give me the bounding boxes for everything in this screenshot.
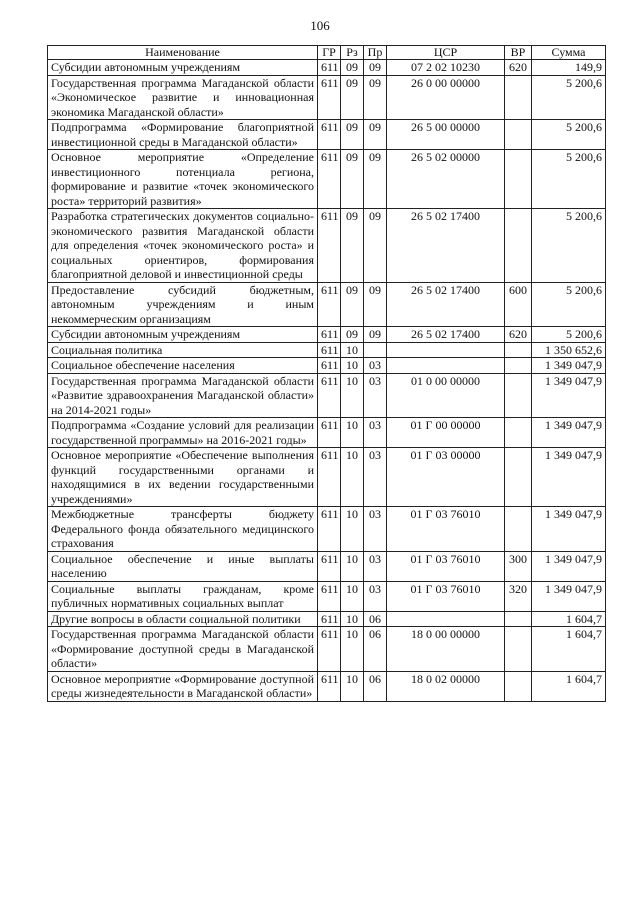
cell-vr: 620 <box>505 327 532 343</box>
cell-rz: 10 <box>341 373 364 418</box>
table-row <box>48 282 606 327</box>
cell-gr: 611 <box>318 671 341 701</box>
cell-vr <box>505 507 532 552</box>
cell-vr <box>505 373 532 418</box>
cell-vr <box>505 418 532 448</box>
cell-csr: 01 0 00 00000 <box>387 373 505 418</box>
header-row <box>48 46 606 60</box>
cell-pr: 03 <box>364 581 387 611</box>
cell-name: Социальная политика <box>48 342 318 358</box>
cell-csr: 26 5 02 17400 <box>387 209 505 283</box>
cell-csr: 18 0 00 00000 <box>387 627 505 672</box>
cell-gr: 611 <box>318 209 341 283</box>
cell-gr: 611 <box>318 581 341 611</box>
header-pr: Пр <box>364 46 387 60</box>
header-gr: ГР <box>318 46 341 60</box>
cell-pr: 09 <box>364 60 387 76</box>
cell-csr: 01 Г 03 76010 <box>387 551 505 581</box>
cell-csr: 26 5 02 17400 <box>387 327 505 343</box>
table-row <box>48 373 606 418</box>
cell-name: Социальное обеспечение и иные выплаты населению <box>48 551 318 581</box>
cell-sum: 5 200,6 <box>532 120 606 150</box>
budget-table <box>47 45 606 702</box>
cell-pr: 03 <box>364 448 387 507</box>
table-body <box>48 60 606 702</box>
cell-pr: 03 <box>364 358 387 374</box>
cell-sum: 1 349 047,9 <box>532 507 606 552</box>
table-row <box>48 418 606 448</box>
cell-csr: 26 5 02 00000 <box>387 150 505 209</box>
cell-rz: 10 <box>341 627 364 672</box>
table-row <box>48 75 606 120</box>
cell-pr: 06 <box>364 671 387 701</box>
cell-gr: 611 <box>318 507 341 552</box>
cell-rz: 09 <box>341 75 364 120</box>
cell-rz: 10 <box>341 551 364 581</box>
cell-rz: 10 <box>341 671 364 701</box>
cell-gr: 611 <box>318 60 341 76</box>
cell-name: Государственная программа Магаданской области «Формирование доступной среды в Магаданской области» <box>48 627 318 672</box>
cell-vr <box>505 120 532 150</box>
cell-csr: 26 5 02 17400 <box>387 282 505 327</box>
cell-vr <box>505 448 532 507</box>
cell-sum: 5 200,6 <box>532 75 606 120</box>
cell-sum: 5 200,6 <box>532 327 606 343</box>
cell-name: Подпрограмма «Создание условий для реализации государственной программы» на 2016-2021 годы» <box>48 418 318 448</box>
table-row <box>48 342 606 358</box>
cell-gr: 611 <box>318 611 341 627</box>
cell-sum: 1 604,7 <box>532 627 606 672</box>
cell-vr: 600 <box>505 282 532 327</box>
cell-sum: 1 604,7 <box>532 671 606 701</box>
header-vr: ВР <box>505 46 532 60</box>
cell-name: Государственная программа Магаданской области «Развитие здравоохранения Магаданской области» на 2014-2021 годы» <box>48 373 318 418</box>
cell-rz: 10 <box>341 581 364 611</box>
table-row <box>48 327 606 343</box>
cell-sum: 1 349 047,9 <box>532 551 606 581</box>
table-row <box>48 60 606 76</box>
cell-pr: 09 <box>364 209 387 283</box>
cell-vr <box>505 671 532 701</box>
cell-csr <box>387 342 505 358</box>
cell-name: Основное мероприятие «Формирование доступной среды жизнедеятельности в Магаданской области» <box>48 671 318 701</box>
cell-csr: 01 Г 03 76010 <box>387 581 505 611</box>
table-row <box>48 209 606 283</box>
cell-sum: 1 349 047,9 <box>532 581 606 611</box>
cell-rz: 09 <box>341 120 364 150</box>
header-rz: Рз <box>341 46 364 60</box>
cell-rz: 10 <box>341 358 364 374</box>
cell-rz: 10 <box>341 418 364 448</box>
cell-csr <box>387 611 505 627</box>
cell-gr: 611 <box>318 627 341 672</box>
cell-sum: 1 349 047,9 <box>532 418 606 448</box>
header-csr: ЦСР <box>387 46 505 60</box>
cell-gr: 611 <box>318 75 341 120</box>
cell-name: Государственная программа Магаданской области «Экономическое развитие и инновационная экономика Магаданской области» <box>48 75 318 120</box>
cell-pr: 06 <box>364 627 387 672</box>
cell-name: Разработка стратегических документов социально-экономического развития Магаданской области для определения «точек экономического роста» и социальных ориентиров, формирования благоприятной деловой и инвестиционной среды <box>48 209 318 283</box>
cell-rz: 09 <box>341 327 364 343</box>
cell-name: Социальные выплаты гражданам, кроме публичных нормативных социальных выплат <box>48 581 318 611</box>
cell-gr: 611 <box>318 358 341 374</box>
cell-sum: 1 349 047,9 <box>532 448 606 507</box>
cell-rz: 10 <box>341 342 364 358</box>
cell-gr: 611 <box>318 373 341 418</box>
cell-pr: 03 <box>364 418 387 448</box>
cell-vr: 300 <box>505 551 532 581</box>
table-row <box>48 627 606 672</box>
cell-rz: 10 <box>341 448 364 507</box>
cell-csr: 01 Г 00 00000 <box>387 418 505 448</box>
cell-csr: 18 0 02 00000 <box>387 671 505 701</box>
cell-vr <box>505 358 532 374</box>
cell-sum: 149,9 <box>532 60 606 76</box>
cell-pr: 06 <box>364 611 387 627</box>
cell-vr <box>505 209 532 283</box>
cell-csr: 26 5 00 00000 <box>387 120 505 150</box>
cell-rz: 09 <box>341 282 364 327</box>
cell-name: Субсидии автономным учреждениям <box>48 327 318 343</box>
cell-csr: 26 0 00 00000 <box>387 75 505 120</box>
table-row <box>48 671 606 701</box>
table-row <box>48 507 606 552</box>
cell-gr: 611 <box>318 342 341 358</box>
cell-rz: 09 <box>341 150 364 209</box>
cell-pr: 09 <box>364 75 387 120</box>
cell-csr <box>387 358 505 374</box>
cell-csr: 01 Г 03 00000 <box>387 448 505 507</box>
cell-name: Социальное обеспечение населения <box>48 358 318 374</box>
cell-pr: 09 <box>364 150 387 209</box>
cell-gr: 611 <box>318 120 341 150</box>
cell-gr: 611 <box>318 551 341 581</box>
cell-gr: 611 <box>318 448 341 507</box>
header-sum: Сумма <box>532 46 606 60</box>
cell-name: Межбюджетные трансферты бюджету Федерального фонда обязательного медицинского страхования <box>48 507 318 552</box>
cell-sum: 5 200,6 <box>532 282 606 327</box>
cell-vr: 620 <box>505 60 532 76</box>
cell-pr: 03 <box>364 373 387 418</box>
cell-pr: 03 <box>364 551 387 581</box>
table-row <box>48 150 606 209</box>
cell-name: Предоставление субсидий бюджетным, автономным учреждениям и иным некоммерческим организациям <box>48 282 318 327</box>
cell-sum: 1 349 047,9 <box>532 373 606 418</box>
cell-gr: 611 <box>318 150 341 209</box>
cell-pr: 09 <box>364 120 387 150</box>
header-name: Наименование <box>48 46 318 60</box>
cell-sum: 1 350 652,6 <box>532 342 606 358</box>
cell-sum: 5 200,6 <box>532 150 606 209</box>
cell-sum: 1 349 047,9 <box>532 358 606 374</box>
table-row <box>48 551 606 581</box>
cell-rz: 09 <box>341 60 364 76</box>
table-row <box>48 581 606 611</box>
table-row <box>48 358 606 374</box>
cell-pr: 09 <box>364 282 387 327</box>
cell-vr: 320 <box>505 581 532 611</box>
page-number: 106 <box>310 18 330 33</box>
cell-name: Основное мероприятие «Определение инвестиционного потенциала региона, формирование и развитие «точек экономического роста» территорий развития» <box>48 150 318 209</box>
cell-rz: 09 <box>341 209 364 283</box>
table-row <box>48 448 606 507</box>
cell-sum: 5 200,6 <box>532 209 606 283</box>
cell-pr <box>364 342 387 358</box>
cell-pr: 03 <box>364 507 387 552</box>
cell-pr: 09 <box>364 327 387 343</box>
cell-gr: 611 <box>318 327 341 343</box>
cell-vr <box>505 611 532 627</box>
cell-gr: 611 <box>318 418 341 448</box>
cell-name: Субсидии автономным учреждениям <box>48 60 318 76</box>
cell-gr: 611 <box>318 282 341 327</box>
table-row <box>48 611 606 627</box>
cell-csr: 01 Г 03 76010 <box>387 507 505 552</box>
cell-name: Другие вопросы в области социальной политики <box>48 611 318 627</box>
cell-vr <box>505 627 532 672</box>
table-row <box>48 120 606 150</box>
cell-rz: 10 <box>341 611 364 627</box>
cell-name: Основное мероприятие «Обеспечение выполнения функций государственными органами и находящимися в их ведении государственными учреждениями» <box>48 448 318 507</box>
cell-rz: 10 <box>341 507 364 552</box>
cell-vr <box>505 150 532 209</box>
cell-vr <box>505 342 532 358</box>
cell-vr <box>505 75 532 120</box>
cell-name: Подпрограмма «Формирование благоприятной инвестиционной среды в Магаданской области» <box>48 120 318 150</box>
cell-sum: 1 604,7 <box>532 611 606 627</box>
cell-csr: 07 2 02 10230 <box>387 60 505 76</box>
